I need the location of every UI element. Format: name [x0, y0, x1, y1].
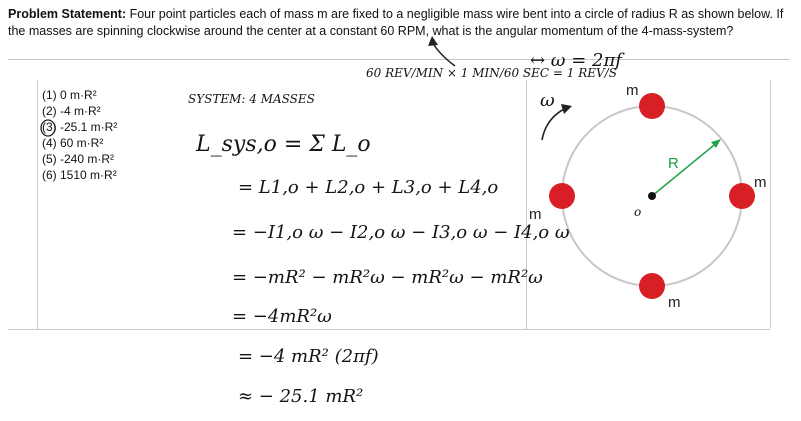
- radius-line: [652, 141, 719, 196]
- handwritten-conversion: 60 REV/MIN × 1 MIN/60 SEC = 1 REV/S: [366, 66, 617, 80]
- handwritten-omega-definition: ↔ ω = 2πf: [530, 50, 622, 71]
- choice-6: (6) 1510 m·R²: [42, 168, 117, 182]
- choice-1: (1) 0 m·R²: [42, 88, 97, 102]
- choice-2: (2) -4 m·R²: [42, 104, 101, 118]
- mass-label-bottom: m: [668, 294, 681, 311]
- conversion-arrow: [432, 42, 455, 66]
- choice-3: (3) -25.1 m·R²: [42, 120, 118, 134]
- mass-left: [549, 183, 575, 209]
- mass-top: [639, 93, 665, 119]
- choice-5: (5) -240 m·R²: [42, 152, 115, 166]
- handwritten-system: SYSTEM: 4 MASSES: [188, 92, 315, 106]
- choice-4: (4) 60 m·R²: [42, 136, 104, 150]
- handwritten-line-2: = L1,o + L2,o + L3,o + L4,o: [238, 177, 499, 198]
- problem-label: Problem Statement:: [8, 7, 127, 21]
- conversion-arrow-head: [428, 36, 438, 46]
- handwritten-line-7: ≈ − 25.1 mR²: [238, 386, 364, 407]
- mass-label-left: m: [529, 206, 542, 223]
- mass-bottom: [639, 273, 665, 299]
- center-point: [648, 192, 656, 200]
- handwritten-omega: ω: [540, 90, 555, 111]
- radius-label: R: [668, 155, 679, 172]
- handwritten-line-5: = −4mR²ω: [232, 306, 332, 327]
- handwritten-line-3: = −I1,o ω − I2,o ω − I3,o ω − I4,o ω: [232, 222, 570, 243]
- omega-arrow-head: [561, 104, 572, 114]
- mass-right: [729, 183, 755, 209]
- handwritten-line-6: = −4 mR² (2πf): [238, 346, 379, 367]
- mass-label-right: m: [754, 174, 767, 191]
- handwritten-line-4: = −mR² − mR²ω − mR²ω − mR²ω: [232, 267, 543, 288]
- omega-arrow: [542, 108, 566, 140]
- mass-label-top: m: [626, 82, 639, 99]
- center-label: o: [634, 205, 642, 219]
- answer-circle-mark: [41, 120, 55, 136]
- problem-text: Four point particles each of mass m are fixed to a negligible mass wire bent into a circle of radius R as shown below. If the masses are spinning clockwise around the center at a constant 60 RPM, what is the angular momentum of the 4-mass-system?: [8, 7, 784, 38]
- handwritten-line-1: L_sys,o = Σ L_o: [196, 132, 371, 157]
